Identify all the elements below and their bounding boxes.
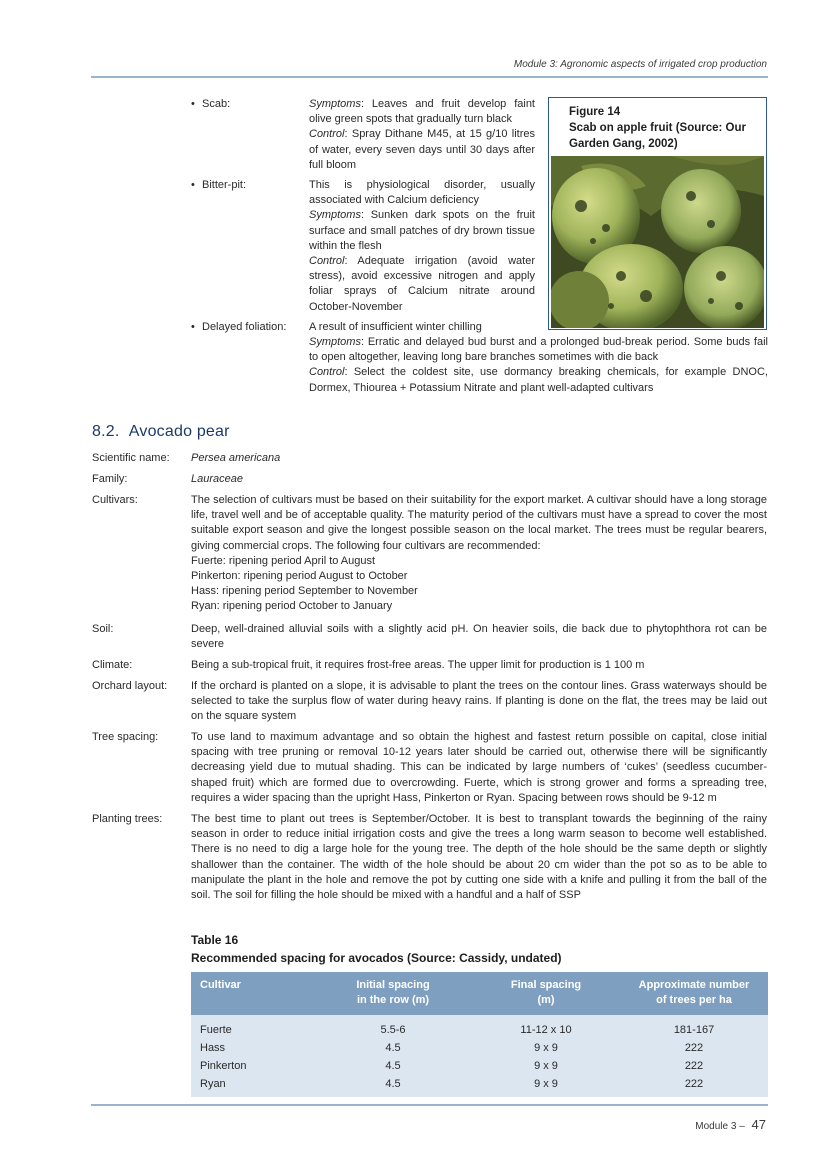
page-footer [695, 1117, 766, 1132]
table-cell: 222 [620, 1039, 768, 1057]
table-cell: Fuerte [191, 1021, 314, 1039]
table-cell: Pinkerton [191, 1057, 314, 1075]
control-text: : Spray Dithane M45, at 15 g/10 litres of water, every seven days until 30 days after full bloom [309, 128, 535, 171]
table-row [191, 1075, 768, 1097]
column-header: Final spacing (m) [472, 972, 620, 1015]
bullet-bitter-pit [191, 178, 311, 193]
table-cell: 9 x 9 [472, 1057, 620, 1075]
cultivar-list-item: Pinkerton: ripening period August to October [191, 570, 408, 583]
section-title: Avocado pear [128, 423, 230, 440]
table-number: Table 16 [191, 933, 239, 947]
table-row [191, 1057, 768, 1075]
control-label: Control [309, 366, 345, 379]
control-text: : Select the coldest site, use dormancy breaking chemicals, for example DNOC, Dormex, Thiourea + Potassium Nitrate and plant well-adapted cultivars [309, 366, 768, 394]
bullet-dot: • [191, 98, 195, 110]
tree-spacing-value: To use land to maximum advantage and so obtain the highest and fastest return possible on capital, close initial spacing with tree pruning or removal 10-12 years later should be carried out, otherwise there will be significantly decreasing yield due to mutual shading. This can be indicated by large numbers of ‘cukes’ (seedless cucumber-shaped fruit) which are formed due to overcrowding. Fuerte, which is strong grower and forms a spreading tree, requires a wider spacing than the upright Hass, Pinkerton or Ryan. Spacing between rows should be 9-12 m [191, 731, 767, 804]
planting-trees-value: The best time to plant out trees is September/October. It is best to transplant towards the beginning of the rainy season in order to reduce initial irrigation costs and give the trees a long warm season to become well established. There is no need to dig a large hole for the young tree. The depth of the hole should be the same depth or slightly shallower than the container. The width of the hole should be about 20 cm wider than the pot so as to be able to manipulate the plant in the hole and remove the pot by cutting one side with a knife and pulling it from the ball of the soil. The soil for filling the hole should be mixed with a handful and a half of SSP [191, 813, 767, 902]
figure-box [548, 97, 767, 330]
symptoms-label: Symptoms [309, 209, 361, 222]
cultivar-list-item: Hass: ripening period September to November [191, 585, 418, 598]
control-label: Control [309, 255, 345, 268]
table-cell: 9 x 9 [472, 1075, 620, 1097]
table-cell: Hass [191, 1039, 314, 1057]
cultivars-value [191, 493, 767, 615]
table-cell: 181-167 [620, 1021, 768, 1039]
table-cell: 4.5 [314, 1039, 472, 1057]
column-header: Approximate number of trees per ha [620, 972, 768, 1015]
table-cell: 4.5 [314, 1075, 472, 1097]
cultivars-text: The selection of cultivars must be based on their suitability for the export market. A cultivar should have a long storage life, travel well and be of acceptable quality. The maturity period of the cultivars must have a spread to cover the most suitable export season and give the longest possible season on the local market. The trees must be regular bearers, giving commercial crops. The following four cultivars are recommended: [191, 494, 767, 552]
column-header: Initial spacing in the row (m) [314, 972, 472, 1015]
scab-apple-photo [551, 156, 764, 328]
soil-value: Deep, well-drained alluvial soils with a slightly acid pH. On heavier soils, die back due to phytophthora rot can be severe [191, 623, 767, 651]
table-row [191, 1039, 768, 1057]
delayed-foliation-intro [309, 320, 535, 335]
soil-label: Soil: [92, 623, 114, 635]
bitter-pit-description [309, 178, 535, 315]
footer-module: Module 3 [695, 1121, 737, 1132]
climate-label: Climate: [92, 659, 133, 671]
section-number: 8.2. [92, 423, 120, 440]
table-cell: 9 x 9 [472, 1039, 620, 1057]
disorder-name: Bitter-pit: [202, 179, 247, 191]
figure-number: Figure 14 [569, 106, 621, 118]
running-header: Module 3: Agronomic aspects of irrigated crop production [513, 59, 767, 70]
figure-caption [569, 104, 758, 152]
orchard-layout-label: Orchard layout: [92, 680, 168, 692]
control-text: : Adequate irrigation (avoid water stress), avoid excessive nitrogen and apply foliar sprays of Calcium nitrate around October-November [309, 255, 535, 313]
footer-rule [91, 1104, 768, 1106]
symptoms-text: : Leaves and fruit develop faint olive green spots that gradually turn black [309, 98, 535, 126]
figure-caption-text: Scab on apple fruit (Source: Our Garden Gang, 2002) [569, 122, 746, 150]
table-cell: 11-12 x 10 [472, 1021, 620, 1039]
symptoms-text: : Erratic and delayed bud burst and a prolonged bud-break period. Some buds fail to open altogether, leaving long bare branches sometimes with die back [309, 336, 768, 364]
symptoms-label: Symptoms [309, 336, 361, 348]
column-header: Cultivar [191, 972, 314, 1015]
page-number: 47 [751, 1117, 766, 1132]
bullet-scab [191, 97, 311, 112]
bullet-dot: • [191, 321, 195, 333]
table-title: Recommended spacing for avocados (Source: Cassidy, undated) [191, 951, 562, 965]
climate-value: Being a sub-tropical fruit, it requires frost-free areas. The upper limit for production is 1 100 m [191, 659, 645, 671]
table-header-row [191, 972, 768, 1015]
table-cell: 222 [620, 1057, 768, 1075]
scientific-name-value: Persea americana [191, 452, 281, 464]
intro-text: A result of insufficient winter chilling [309, 321, 482, 333]
symptoms-text: : Sunken dark spots on the fruit surface and small patches of dry brown tissue within the flesh [309, 209, 535, 252]
cultivar-list-item: Fuerte: ripening period April to August [191, 554, 376, 567]
tree-spacing-label: Tree spacing: [92, 731, 159, 743]
disorder-name: Scab: [202, 98, 231, 110]
footer-dash: – [739, 1121, 745, 1132]
family-value: Lauraceae [191, 473, 243, 485]
planting-trees-label: Planting trees: [92, 813, 163, 825]
table-cell: Ryan [191, 1075, 314, 1097]
table-row [191, 1021, 768, 1039]
cultivars-label: Cultivars: [92, 494, 138, 506]
table-cell: 222 [620, 1075, 768, 1097]
scab-description [309, 97, 535, 173]
symptoms-label: Symptoms [309, 98, 361, 110]
bullet-delayed-foliation [191, 320, 311, 335]
header-rule [91, 76, 768, 78]
family-label: Family: [92, 473, 128, 485]
disorder-name: Delayed foliation: [202, 321, 287, 333]
table-cell: 4.5 [314, 1057, 472, 1075]
avocado-spacing-table [191, 972, 768, 1097]
cultivar-list-item: Ryan: ripening period October to January [191, 600, 393, 613]
scientific-name-label: Scientific name: [92, 452, 170, 464]
intro-text: This is physiological disorder, usually associated with Calcium deficiency [309, 179, 535, 207]
table-cell: 5.5-6 [314, 1021, 472, 1039]
delayed-foliation-description [309, 335, 768, 396]
orchard-layout-value: If the orchard is planted on a slope, it is advisable to plant the trees on the contour lines. Grass waterways should be selected to take the surplus flow of water during heavy rains. If planting is done on the flat, the trees may be laid out on the square system [191, 680, 767, 723]
control-label: Control [309, 128, 345, 141]
section-heading [92, 423, 230, 441]
bullet-dot: • [191, 179, 195, 191]
